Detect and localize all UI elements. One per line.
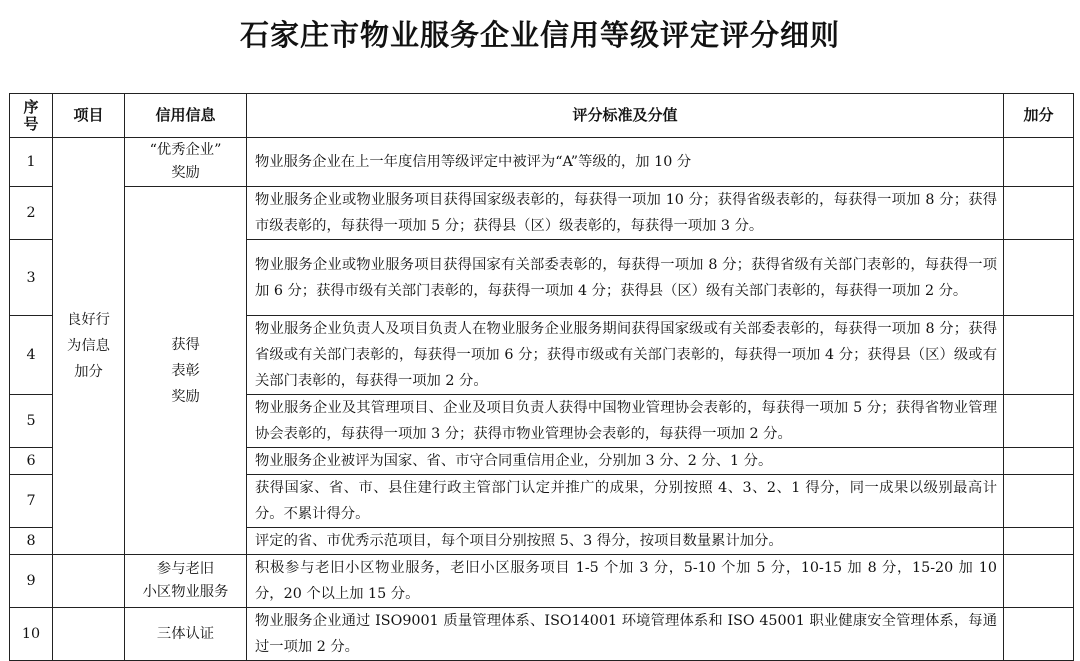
header-seq: 序 号: [10, 94, 53, 138]
row-seq: 5: [10, 395, 53, 448]
header-row: [10, 94, 1074, 138]
table-row: [10, 608, 1074, 661]
row-criteria: 物业服务企业在上一年度信用等级评定中被评为“A”等级的，加 10 分: [247, 138, 1004, 187]
row-criteria: 获得国家、省、市、县住建行政主管部门认定并推广的成果，分别按照 4、3、2、1 得分，同一成果以级别最高计分。不累计得分。: [247, 475, 1004, 528]
header-credit-info: 信用信息: [125, 94, 247, 138]
item-group-empty: [53, 608, 125, 661]
row-bonus: [1004, 138, 1074, 187]
row-criteria: 物业服务企业或物业服务项目获得国家有关部委表彰的，每获得一项加 8 分；获得省级有关部门表彰的，每获得一项加 6 分；获得市级有关部门表彰的，每获得一项加 4 分；获得县（区）级有关部门表彰的，每获得一项加 2 分。: [247, 240, 1004, 316]
row-seq: 3: [10, 240, 53, 316]
row-seq: 7: [10, 475, 53, 528]
info-excellent-enterprise: “优秀企业” 奖励: [125, 138, 247, 187]
table-row: [10, 555, 1074, 608]
item-group-good-behavior: 良好行 为信息 加分: [53, 138, 125, 555]
row-seq: 6: [10, 448, 53, 475]
row-criteria: 物业服务企业通过 ISO9001 质量管理体系、ISO14001 环境管理体系和 ISO 45001 职业健康安全管理体系，每通过一项加 2 分。: [247, 608, 1004, 661]
row-criteria: 物业服务企业被评为国家、省、市守合同重信用企业，分别加 3 分、2 分、1 分。: [247, 448, 1004, 475]
row-bonus: [1004, 395, 1074, 448]
row-bonus: [1004, 555, 1074, 608]
row-criteria: 物业服务企业及其管理项目、企业及项目负责人获得中国物业管理协会表彰的，每获得一项加 5 分；获得省物业管理协会表彰的，每获得一项加 3 分；获得市物业管理协会表彰的，每获得一项加 2 分。: [247, 395, 1004, 448]
row-bonus: [1004, 608, 1074, 661]
page-title: 石家庄市物业服务企业信用等级评定评分细则: [239, 18, 840, 52]
row-criteria: 积极参与老旧小区物业服务，老旧小区服务项目 1-5 个加 3 分，5-10 个加 5 分，10-15 加 8 分，15-20 加 10 分，20 个以上加 15 分。: [247, 555, 1004, 608]
row-bonus: [1004, 475, 1074, 528]
row-seq: 1: [10, 138, 53, 187]
info-awards: 获得 表彰 奖励: [125, 187, 247, 555]
row-bonus: [1004, 240, 1074, 316]
info-three-system-certification: 三体认证: [125, 608, 247, 661]
info-old-community-service: 参与老旧 小区物业服务: [125, 555, 247, 608]
row-criteria: 评定的省、市优秀示范项目，每个项目分别按照 5、3 得分，按项目数量累计加分。: [247, 528, 1004, 555]
header-item: 项目: [53, 94, 125, 138]
row-criteria: 物业服务企业或物业服务项目获得国家级表彰的，每获得一项加 10 分；获得省级表彰的，每获得一项加 8 分；获得市级表彰的，每获得一项加 5 分；获得县（区）级表彰的，每获得一项加 3 分。: [247, 187, 1004, 240]
row-bonus: [1004, 528, 1074, 555]
scoring-table: [9, 93, 1074, 661]
row-bonus: [1004, 448, 1074, 475]
row-criteria: 物业服务企业负责人及项目负责人在物业服务企业服务期间获得国家级或有关部委表彰的，每获得一项加 8 分；获得省级或有关部门表彰的，每获得一项加 6 分；获得市级或有关部门表彰的，每获得一项加 4 分；获得县（区）级或有关部门表彰的，每获得一项加 2 分。: [247, 316, 1004, 395]
item-group-empty: [53, 555, 125, 608]
header-criteria: 评分标准及分值: [247, 94, 1004, 138]
row-seq: 4: [10, 316, 53, 395]
row-bonus: [1004, 187, 1074, 240]
row-seq: 9: [10, 555, 53, 608]
row-seq: 8: [10, 528, 53, 555]
header-bonus: 加分: [1004, 94, 1074, 138]
table-row: [10, 138, 1074, 187]
row-bonus: [1004, 316, 1074, 395]
table-row: [10, 187, 1074, 240]
row-seq: 10: [10, 608, 53, 661]
row-seq: 2: [10, 187, 53, 240]
